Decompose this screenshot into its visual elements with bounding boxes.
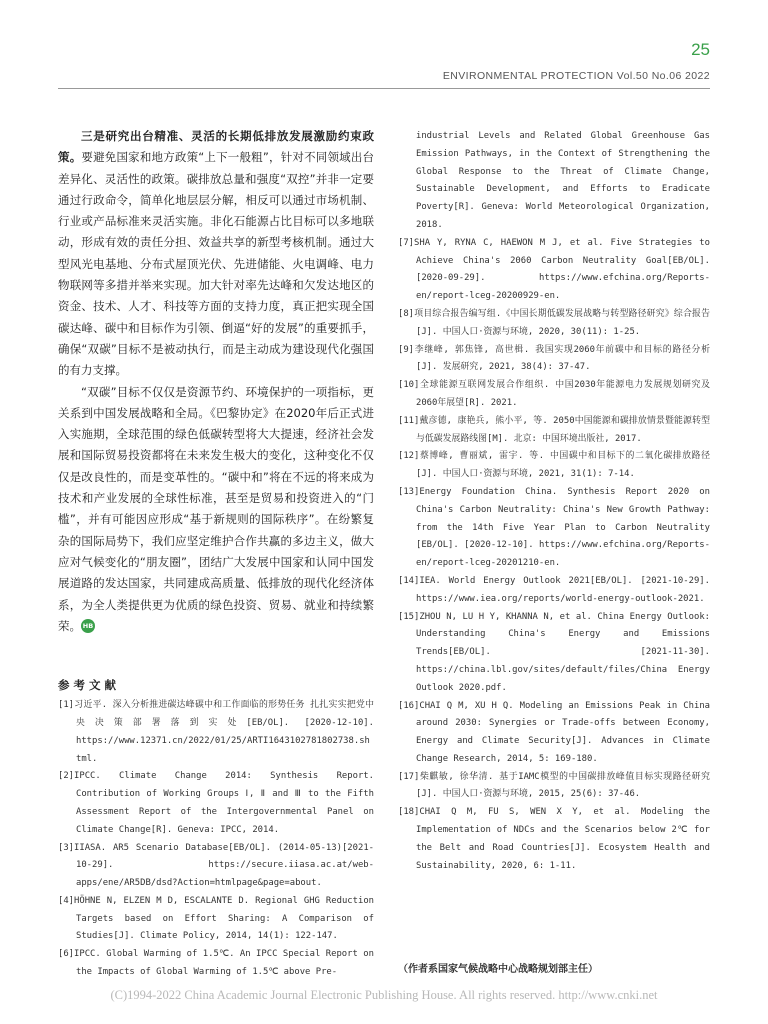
reference-item: [11]戴彦德, 康艳兵, 熊小平, 等. 2050中国能源和碳排放情景暨能源转型与低碳发展路线图[M]. 北京: 中国环境出版社, 2017.: [398, 415, 710, 444]
body-paragraph-1: [58, 126, 374, 382]
reference-item: [1]习近平. 深入分析推进碳达峰碳中和工作面临的形势任务 扎扎实实把党中央决策部署落到实处[EB/OL]. [2020-12-10]. https://www.12371.cn/2022/01/25/ARTI1643102781802738.shtml.: [58, 700, 374, 764]
reference-continuation: industrial Levels and Related Global Greenhouse Gas Emission Pathways, in the Context of Strengthening the Global Response to the Threat of Climate Change, Sustainable Development, and Efforts to Eradicate Poverty[R]. Geneva: World Meteorological Organization, 2018.: [416, 131, 710, 230]
header-divider: [58, 88, 710, 89]
reference-item: [8]项目综合报告编写组.《中国长期低碳发展战略与转型路径研究》综合报告[J]. 中国人口·资源与环境, 2020, 30(11): 1-25.: [398, 308, 710, 337]
reference-item: [15]ZHOU N, LU H Y, KHANNA N, et al. China Energy Outlook: Understanding China's Energy and Emissions Trends[EB/OL]. [2021-11-30]. https://china.lbl.gov/sites/default/files/China Energy Outlook 2020.pdf.: [398, 611, 710, 693]
reference-item: [10]全球能源互联网发展合作组织. 中国2030年能源电力发展规划研究及2060年展望[R]. 2021.: [398, 380, 710, 408]
right-column: [398, 128, 710, 875]
reference-item: [16]CHAI Q M, XU H Q. Modeling an Emissions Peak in China around 2030: Synergies or Trade-offs between Economy, Energy and Climate Security[J]. Advances in Climate Change Research, 2014, 5: 169-180.: [398, 700, 710, 764]
reference-item: [13]Energy Foundation China. Synthesis Report 2020 on China's Carbon Neutrality: China's New Growth Pathway: from the 14th Five Year Plan to Carbon Neutrality [EB/OL]. [2020-12-10]. https://www.efchina.org/Reports-en/report-lceg-20201210-en.: [398, 486, 710, 569]
hb-end-badge-icon: HB: [81, 619, 95, 633]
references-heading: 参考文献: [58, 678, 120, 693]
reference-item: [14]IEA. World Energy Outlook 2021[EB/OL]. [2021-10-29]. https://www.iea.org/reports/world-energy-outlook-2021.: [398, 575, 710, 604]
left-column: [58, 126, 374, 982]
body-paragraph-2: [58, 382, 374, 638]
paragraph-lead-bold: 三是研究出台精准、灵活的长期低排放发展激励约束政策。: [58, 129, 374, 165]
paragraph-1-text: 要避免国家和地方政策“上下一般粗”，针对不同领域出台差异化、灵活性的政策。碳排放总量和强度“双控”并非一定要通过行政命令，简单化地层层分解，相反可以通过市场机制、行业或产品标准来灵活实施。非化石能源占比目标可以多地联动，形成有效的责任分担、效益共享的新型考核机制。通过大型风光电基地、分布式屋顶光伏、先进储能、火电调峰、电力物联网等多措并举来实现。加大针对率先达峰和欠发达地区的资金、技术、人才、科技等方面的支持力度，真正把实现全国碳达峰、碳中和目标作为引领、倒逼“好的发展”的重要抓手，确保“双碳”目标不是被动执行，而是主动成为建设现代化强国的有力支撑。: [58, 150, 375, 378]
reference-item: [7]SHA Y, RYNA C, HAEWON M J, et al. Five Strategies to Achieve China's 2060 Carbon Neutrality Goal[EB/OL]. [2020-09-29]. https://www.efchina.org/Reports-en/report-lceg-20200929-en.: [398, 237, 710, 302]
reference-item: [4]HÖHNE N, ELZEN M D, ESCALANTE D. Regional GHG Reduction Targets based on Effort Sharing: A Comparison of Studies[J]. Climate Policy, 2014, 14(1): 122-147.: [58, 895, 374, 942]
journal-header: ENVIRONMENTAL PROTECTION Vol.50 No.06 2022: [442, 70, 710, 82]
paragraph-2-text: “双碳”目标不仅仅是资源节约、环境保护的一项指标，更关系到中国发展战略和全局。《巴黎协定》在2020年后正式进入实施期，全球范围的绿色低碳转型将大大提速，经济社会发展和国际贸易投资都将在未来发生极大的变化，这种变化不仅仅是改良性的，而是变革性的。“碳中和”将在不远的将来成为技术和产业发展的全球性标准，甚至是贸易和投资进入的“门槛”，并有可能因应形成“基于新规则的国际秩序”。在纷繁复杂的国际局势下，我们应坚定维护合作共赢的多边主义，做大应对气候变化的“朋友圈”，团结广大发展中国家和认同中国发展道路的发达国家，共同建成高质量、低排放的现代化经济体系，为全人类提供更为优质的绿色投资、贸易、就业和持续繁荣。: [58, 384, 374, 633]
page-number: 25: [691, 40, 710, 59]
reference-item: [2]IPCC. Climate Change 2014: Synthesis Report. Contribution of Working Groups Ⅰ, Ⅱ and Ⅲ to the Fifth Assessment Report of the Intergovernmental Panel on Climate Change[R]. Geneva: IPCC, 2014.: [58, 771, 374, 835]
author-affiliation: （作者系国家气候战略中心战略规划部主任）: [398, 964, 598, 975]
reference-item: [3]IIASA. AR5 Scenario Database[EB/OL]. (2014-05-13)[2021-10-29]. https://secure.iiasa.ac.at/web-apps/ene/AR5DB/dsd?Action=htmlpage&page=about.: [58, 842, 374, 889]
references-list-left: [58, 697, 374, 982]
reference-item: [6]IPCC. Global Warming of 1.5℃. An IPCC Special Report on the Impacts of Global Warming of 1.5℃ above Pre-: [58, 949, 374, 978]
reference-item: [9]李继峰, 郭焦锋, 高世楫. 我国实现2060年前碳中和目标的路径分析[J]. 发展研究, 2021, 38(4): 37-47.: [398, 344, 710, 373]
reference-item: [18]CHAI Q M, FU S, WEN X Y, et al. Modeling the Implementation of NDCs and the Scenarios below 2℃ for the Belt and Road Countries[J]. Ecosystem Health and Sustainability, 2020, 6: 1-11.: [398, 807, 710, 871]
copyright-footer: (C)1994-2022 China Academic Journal Electronic Publishing House. All rights reserved. http://www.cnki.net: [110, 988, 658, 1002]
reference-item: [17]柴麒敏, 徐华清. 基于IAMC模型的中国碳排放峰值目标实现路径研究[J]. 中国人口·资源与环境, 2015, 25(6): 37-46.: [398, 771, 710, 800]
reference-item: [12]蔡博峰, 曹丽斌, 雷宇. 等. 中国碳中和目标下的二氧化碳排放路径[J]. 中国人口·资源与环境, 2021, 31(1): 7-14.: [398, 451, 710, 480]
